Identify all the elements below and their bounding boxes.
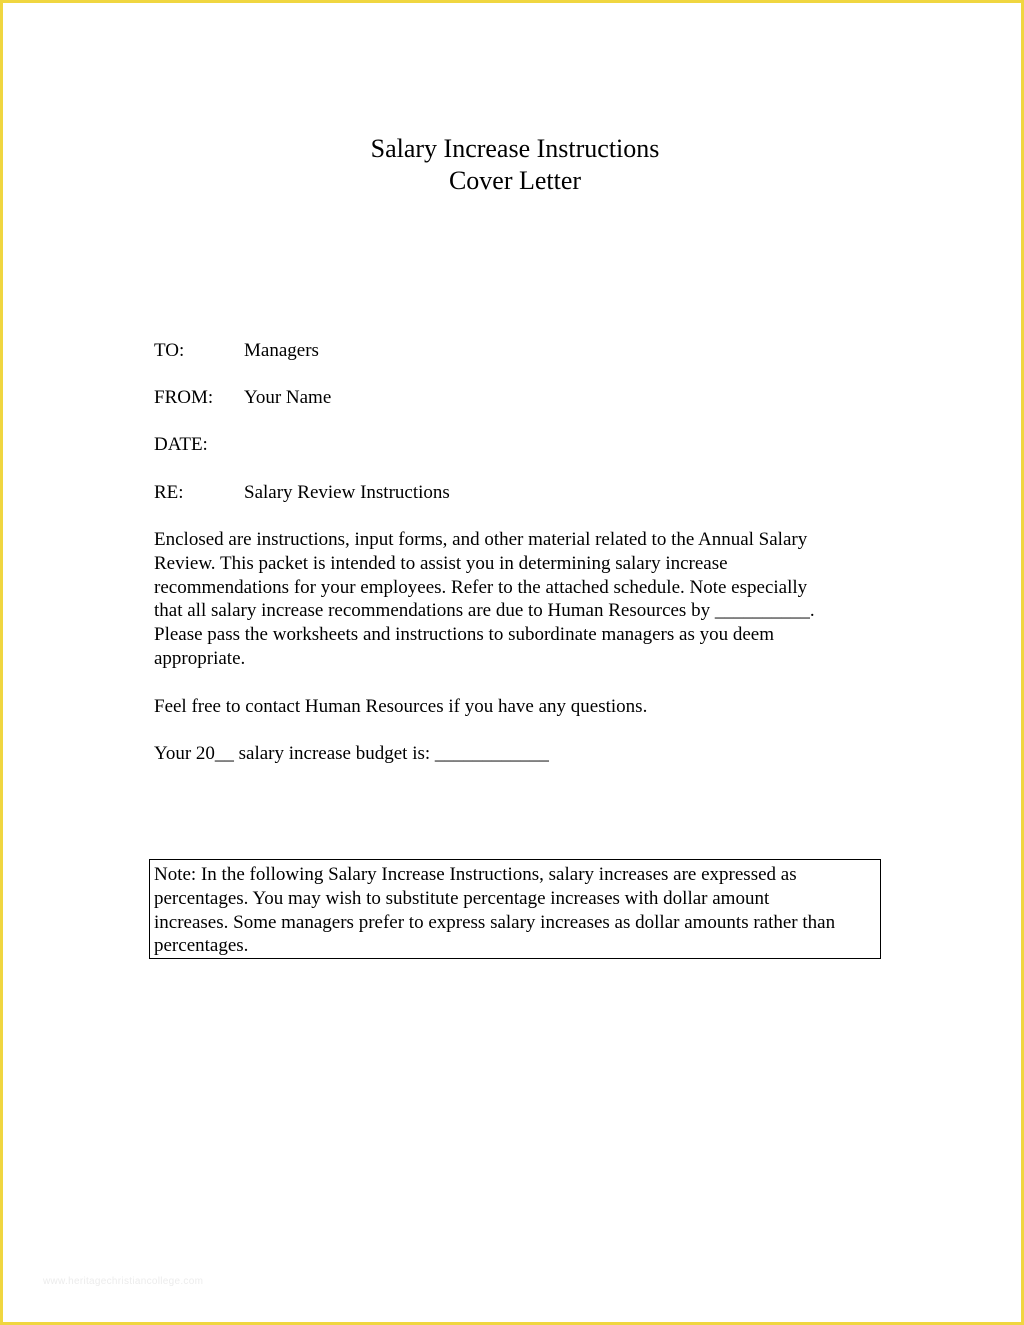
paragraph-line: Enclosed are instructions, input forms, and other material related to the Annual Salary (154, 529, 808, 550)
body-paragraph-contact: Feel free to contact Human Resources if you have any questions. (154, 696, 648, 717)
note-line: increases. Some managers prefer to express salary increases as dollar amounts rather than (154, 911, 836, 933)
memo-row-re (154, 481, 450, 505)
note-line: Note: In the following Salary Increase Instructions, salary increases are expressed as (154, 864, 797, 885)
watermark: www.heritagechristiancollege.com (43, 1276, 204, 1287)
memo-re-label: RE: (154, 482, 184, 503)
paragraph-line: Review. This packet is intended to assist you in determining salary increase (154, 552, 728, 574)
memo-row-from (154, 386, 331, 410)
note-line: percentages. (154, 935, 249, 957)
memo-to-value: Managers (244, 340, 319, 361)
document-title (3, 133, 1024, 197)
memo-from-value: Your Name (244, 387, 332, 408)
memo-row-date (154, 433, 244, 457)
memo-to-label: TO: (154, 340, 185, 361)
note-line: percentages. You may wish to substitute percentage increases with dollar amount (154, 887, 770, 909)
paragraph-line: that all salary increase recommendations are due to Human Resources by __________. (154, 600, 815, 622)
paragraph-line: recommendations for your employees. Refer to the attached schedule. Note especially (154, 576, 808, 598)
memo-re-value: Salary Review Instructions (244, 482, 450, 503)
title-line-1: Salary Increase Instructions (370, 134, 660, 163)
body-paragraph-budget: Your 20__ salary increase budget is: ____________ (154, 743, 549, 764)
title-line-2: Cover Letter (448, 166, 582, 195)
body-paragraph-instructions (154, 528, 864, 671)
paragraph-line: Please pass the worksheets and instructions to subordinate managers as you deem (154, 624, 774, 646)
memo-row-to (154, 339, 319, 363)
paragraph-line: appropriate. (154, 647, 246, 669)
note-box (149, 859, 881, 959)
memo-date-label: DATE: (154, 434, 208, 455)
memo-from-label: FROM: (154, 387, 214, 408)
